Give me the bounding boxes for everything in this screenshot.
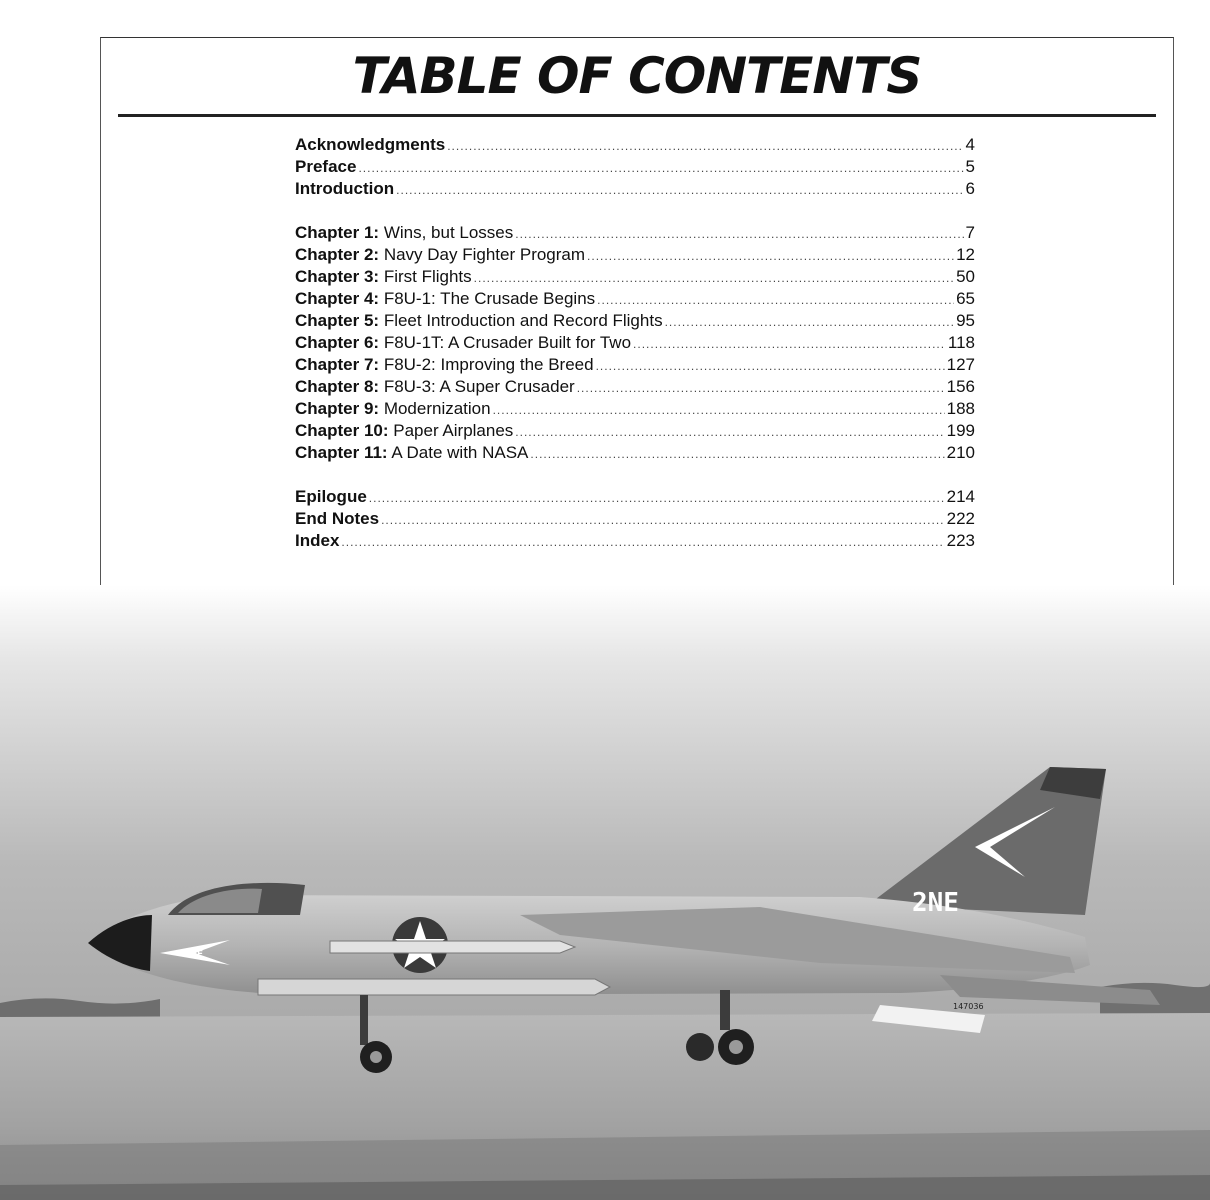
- serial-number: 147036: [953, 1002, 984, 1011]
- dot-leader: [530, 443, 944, 465]
- front-matter-group: [295, 134, 975, 200]
- toc-entry-introduction[interactable]: [295, 178, 975, 200]
- chapter-label: Chapter 6:: [295, 333, 380, 352]
- chapter-label: Chapter 8:: [295, 377, 380, 396]
- chapter-label: Chapter 10:: [295, 421, 389, 440]
- entry-label: End Notes: [295, 509, 380, 528]
- chapter-title: F8U-1: The Crusade Begins: [383, 289, 596, 308]
- nose-code: 2NE: [185, 949, 204, 960]
- entry-label: Index: [295, 531, 340, 550]
- toc-entry-chapter-6[interactable]: [295, 332, 975, 354]
- page-number: 199: [946, 421, 975, 440]
- page-number: 7: [965, 223, 975, 242]
- aircraft-photo: [0, 585, 1210, 1200]
- main-wheel-rear: [686, 1033, 714, 1061]
- chapter-title: F8U-3: A Super Crusader: [383, 377, 575, 396]
- toc-entry-chapter-1[interactable]: [295, 222, 975, 244]
- entry-label: Acknowledgments: [295, 135, 446, 154]
- chapter-title: F8U-2: Improving the Breed: [383, 355, 594, 374]
- chapter-label: Chapter 7:: [295, 355, 380, 374]
- toc-entry-acknowledgments[interactable]: [295, 134, 975, 156]
- chapter-label: Chapter 2:: [295, 245, 380, 264]
- toc-entry-chapter-5[interactable]: [295, 310, 975, 332]
- missile-upper: [330, 941, 575, 953]
- dot-leader: [577, 377, 945, 399]
- entry-label: Introduction: [295, 179, 395, 198]
- chapter-title: First Flights: [383, 267, 472, 286]
- main-wheel-hub: [729, 1040, 743, 1054]
- toc-entry-index[interactable]: [295, 530, 975, 552]
- page-number: 5: [965, 157, 975, 176]
- page-number: 127: [946, 355, 975, 374]
- page-number: 4: [965, 135, 975, 154]
- entry-label: Epilogue: [295, 487, 367, 506]
- toc-entry-chapter-8[interactable]: [295, 376, 975, 398]
- dot-leader: [341, 531, 944, 553]
- chapter-label: Chapter 1:: [295, 223, 380, 242]
- dot-leader: [633, 333, 946, 355]
- dot-leader: [515, 223, 963, 245]
- toc-entry-chapter-4[interactable]: [295, 288, 975, 310]
- dot-leader: [596, 355, 945, 377]
- dot-leader: [358, 157, 963, 179]
- toc-entry-chapter-9[interactable]: [295, 398, 975, 420]
- page-number: 214: [946, 487, 975, 506]
- toc-entry-chapter-2[interactable]: [295, 244, 975, 266]
- table-of-contents: [295, 134, 975, 574]
- toc-entry-chapter-10[interactable]: [295, 420, 975, 442]
- page-number: 6: [965, 179, 975, 198]
- chapter-label: Chapter 4:: [295, 289, 380, 308]
- dot-leader: [381, 509, 945, 531]
- back-matter-group: [295, 486, 975, 552]
- dot-leader: [369, 487, 945, 509]
- page-number: 222: [946, 509, 975, 528]
- chapter-title: Fleet Introduction and Record Flights: [383, 311, 663, 330]
- toc-entry-end-notes[interactable]: [295, 508, 975, 530]
- tail-code: 2NE: [912, 888, 959, 918]
- page-number: 210: [946, 443, 975, 462]
- chapter-label: Chapter 5:: [295, 311, 380, 330]
- jet-fighter-illustration: [0, 585, 1210, 1200]
- page-number: 223: [946, 531, 975, 550]
- chapter-title: Modernization: [383, 399, 491, 418]
- dot-leader: [597, 289, 954, 311]
- toc-entry-chapter-3[interactable]: [295, 266, 975, 288]
- dot-leader: [493, 399, 945, 421]
- title-rule: [118, 114, 1156, 117]
- page-number: 65: [956, 289, 975, 308]
- entry-label: Preface: [295, 157, 357, 176]
- missile-lower: [258, 979, 610, 995]
- page-number: 95: [956, 311, 975, 330]
- chapter-title: F8U-1T: A Crusader Built for Two: [383, 333, 632, 352]
- page-number: 12: [956, 245, 975, 264]
- chapter-title: A Date with NASA: [391, 443, 529, 462]
- dot-leader: [474, 267, 954, 289]
- page-number: 188: [946, 399, 975, 418]
- chapters-group: [295, 222, 975, 464]
- nose-gear-strut: [360, 995, 368, 1045]
- dot-leader: [665, 311, 955, 333]
- toc-entry-chapter-7[interactable]: [295, 354, 975, 376]
- toc-entry-epilogue[interactable]: [295, 486, 975, 508]
- chapter-title: Navy Day Fighter Program: [383, 245, 586, 264]
- toc-entry-chapter-11[interactable]: [295, 442, 975, 464]
- dot-leader: [515, 421, 944, 443]
- nose-wheel-hub: [370, 1051, 382, 1063]
- page-number: 118: [947, 333, 975, 352]
- dot-leader: [587, 245, 954, 267]
- page-number: 156: [946, 377, 975, 396]
- chapter-title: Paper Airplanes: [393, 421, 514, 440]
- main-gear-strut: [720, 990, 730, 1030]
- page-title: TABLE OF CONTENTS: [352, 47, 922, 105]
- toc-entry-preface[interactable]: [295, 156, 975, 178]
- dot-leader: [396, 179, 963, 201]
- chapter-label: Chapter 11:: [295, 443, 388, 462]
- chapter-title: Wins, but Losses: [383, 223, 514, 242]
- chapter-label: Chapter 3:: [295, 267, 380, 286]
- dot-leader: [447, 135, 963, 157]
- chapter-label: Chapter 9:: [295, 399, 380, 418]
- page-number: 50: [956, 267, 975, 286]
